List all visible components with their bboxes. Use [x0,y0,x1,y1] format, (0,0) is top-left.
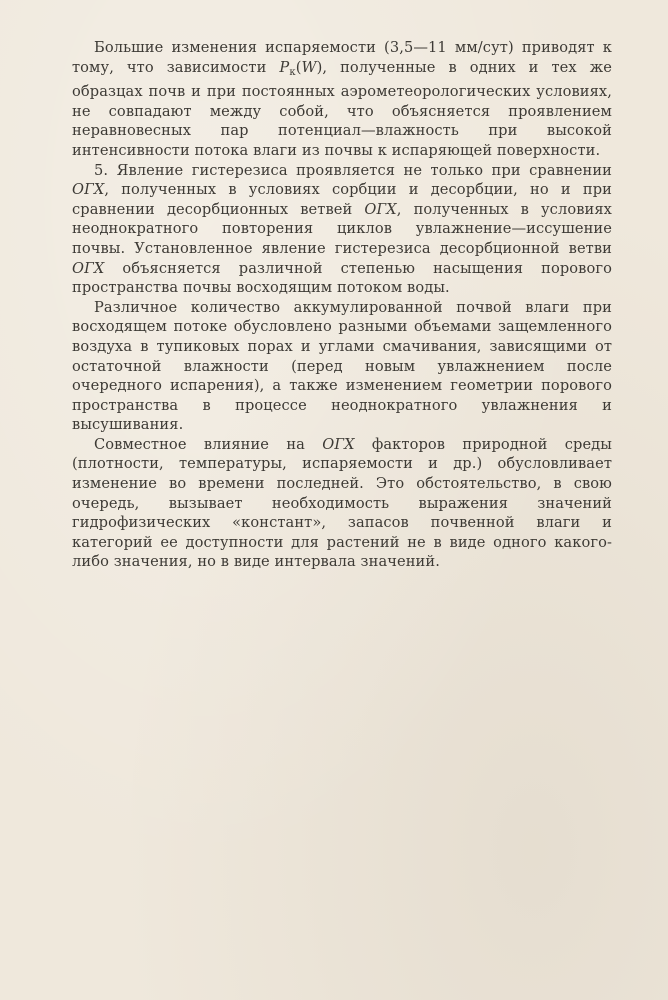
math-symbol: ОГХ [72,181,105,199]
text-run: Большие изменения испаряемости (3,5—11 мм/сут) приводят к тому, что зависимости [72,39,612,76]
math-symbol: P [279,58,290,76]
math-symbol: ОГХ [364,200,397,218]
paragraph-combined-influence [72,435,612,572]
body-text [72,38,612,572]
paragraph-hysteresis [72,161,612,298]
text-run: факторов природной среды (плотности, температуры, испаряемости и др.) обусловливает изменение во времени последней. Это обстоятельство, в свою очередь, вызывает необходимость выражения значений гидрофизических «констант», запасов почвенной влаги и категорий ее доступности для растений не в виде одного какого-либо значения, но в виде интервала значений. [72,435,612,571]
text-run: Различное количество аккумулированной почвой влаги при восходящем потоке обусловлено разными объемами защемленного воздуха в тупиковых порах и углами смачивания, зависящими от остаточной влажности (перед новым увлажнением после очередного испарения), а также изменением геометрии порового пространства в процессе неоднократного увлажнения и высушивания. [72,298,612,434]
text-run: объясняется различной степенью насыщения порового пространства почвы восходящим потоком воды. [72,259,612,297]
paragraph-evaporation [72,38,612,161]
math-symbol: ОГХ [322,435,355,453]
text-run: Совместное влияние на [94,435,323,453]
text-run: ), полученные в одних и тех же образцах почв и при постоянных аэрометеорологических условиях, не совпадают между собой, что объясняется проявлением неравновесных пар потенциал—влажность при высокой интенсивности потока влаги из почвы к испаряющей поверхности. [72,58,612,159]
text-run: ( [295,58,302,76]
math-symbol: ОГХ [72,259,105,277]
subscript: к [289,66,296,78]
text-run: , полученных в условиях неоднократного повторения циклов увлажнение—иссушение почвы. Установленное явление гистерезиса десорбционной ветви [72,200,612,257]
text-run: 5. Явление гистерезиса проявляется не только при сравнении [94,161,612,179]
text-run: , полученных в условиях сорбции и десорбции, но и при сравнении десорбционных ветвей [72,181,612,218]
math-symbol: W [301,58,317,76]
paragraph-accumulated-moisture [72,298,612,435]
